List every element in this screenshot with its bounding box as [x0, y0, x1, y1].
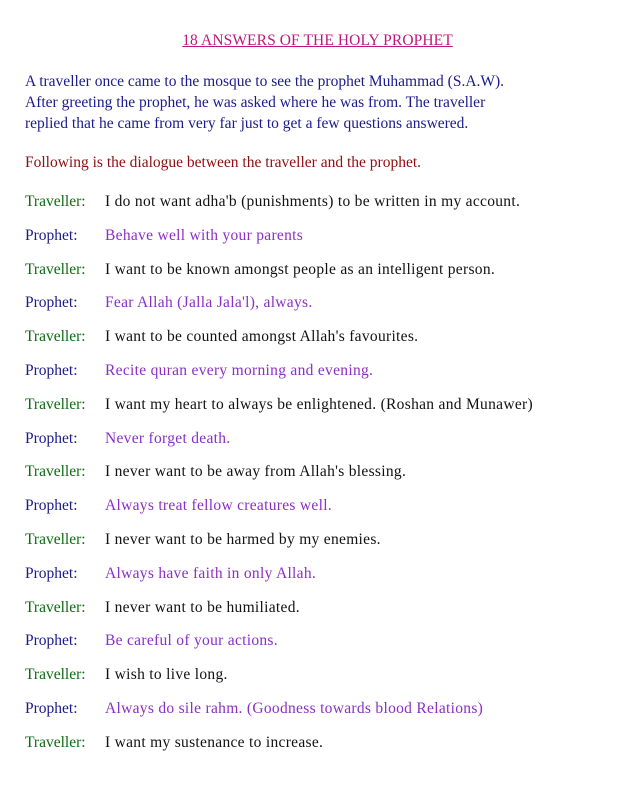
dialogue-text: I never want to be harmed by my enemies. — [105, 530, 381, 548]
dialogue-row — [25, 261, 630, 295]
speaker-label: Traveller: — [25, 260, 86, 278]
speaker-label: Traveller: — [25, 530, 86, 548]
dialogue-text: Always have faith in only Allah. — [105, 564, 317, 582]
dialogue-list — [25, 193, 630, 768]
speaker-label: Prophet: — [25, 226, 78, 244]
dialogue-row — [25, 666, 630, 700]
speaker-label: Traveller: — [25, 395, 86, 413]
speaker-label: Prophet: — [25, 497, 78, 515]
dialogue-row — [25, 396, 630, 430]
speaker-label: Traveller: — [25, 463, 86, 481]
dialogue-text: I want to be known amongst people as an intelligent person. — [105, 260, 496, 278]
speaker-label: Traveller: — [25, 666, 86, 684]
dialogue-text: Recite quran every morning and evening. — [105, 361, 374, 379]
dialogue-text: Always do sile rahm. (Goodness towards blood Relations) — [105, 699, 484, 717]
dialogue-text: Behave well with your parents — [105, 226, 304, 244]
speaker-label: Prophet: — [25, 632, 78, 650]
speaker-label: Prophet: — [25, 361, 78, 379]
dialogue-row — [25, 463, 630, 497]
dialogue-row — [25, 565, 630, 599]
speaker-label: Traveller: — [25, 598, 86, 616]
speaker-label: Prophet: — [25, 429, 78, 447]
intro-paragraph — [25, 71, 625, 134]
dialogue-text: Always treat fellow creatures well. — [105, 497, 332, 515]
dialogue-row — [25, 328, 630, 362]
page-title: 18 ANSWERS OF THE HOLY PROPHET — [182, 32, 453, 49]
intro-line: After greeting the prophet, he was asked where he was from. The traveller — [25, 94, 486, 111]
speaker-label: Traveller: — [25, 328, 86, 346]
dialogue-text: Never forget death. — [105, 429, 231, 447]
speaker-label: Prophet: — [25, 699, 78, 717]
speaker-label: Traveller: — [25, 733, 86, 751]
dialogue-text: Fear Allah (Jalla Jala'l), always. — [105, 294, 313, 312]
speaker-label: Traveller: — [25, 193, 86, 210]
dialogue-row — [25, 430, 630, 464]
dialogue-row — [25, 362, 630, 396]
dialogue-intro: Following is the dialogue between the traveller and the prophet. — [25, 154, 421, 171]
dialogue-row — [25, 700, 630, 734]
dialogue-text: I do not want adha'b (punishments) to be written in my account. — [105, 193, 521, 210]
dialogue-row — [25, 599, 630, 633]
speaker-label: Prophet: — [25, 564, 78, 582]
dialogue-text: I wish to live long. — [105, 666, 228, 684]
dialogue-row — [25, 294, 630, 328]
dialogue-row — [25, 632, 630, 666]
dialogue-row — [25, 193, 630, 227]
intro-line: replied that he came from very far just to get a few questions answered. — [25, 115, 469, 132]
dialogue-row — [25, 531, 630, 565]
dialogue-text: I want my sustenance to increase. — [105, 733, 324, 751]
dialogue-text: I never want to be away from Allah's blessing. — [105, 463, 407, 481]
intro-line: A traveller once came to the mosque to see the prophet Muhammad (S.A.W). — [25, 73, 505, 90]
dialogue-row — [25, 227, 630, 261]
dialogue-text: I want my heart to always be enlightened. (Roshan and Munawer) — [105, 395, 533, 413]
dialogue-text: Be careful of your actions. — [105, 632, 278, 650]
dialogue-text: I never want to be humiliated. — [105, 598, 300, 616]
dialogue-row — [25, 497, 630, 531]
speaker-label: Prophet: — [25, 294, 78, 312]
dialogue-row — [25, 734, 630, 768]
dialogue-text: I want to be counted amongst Allah's favourites. — [105, 328, 419, 346]
